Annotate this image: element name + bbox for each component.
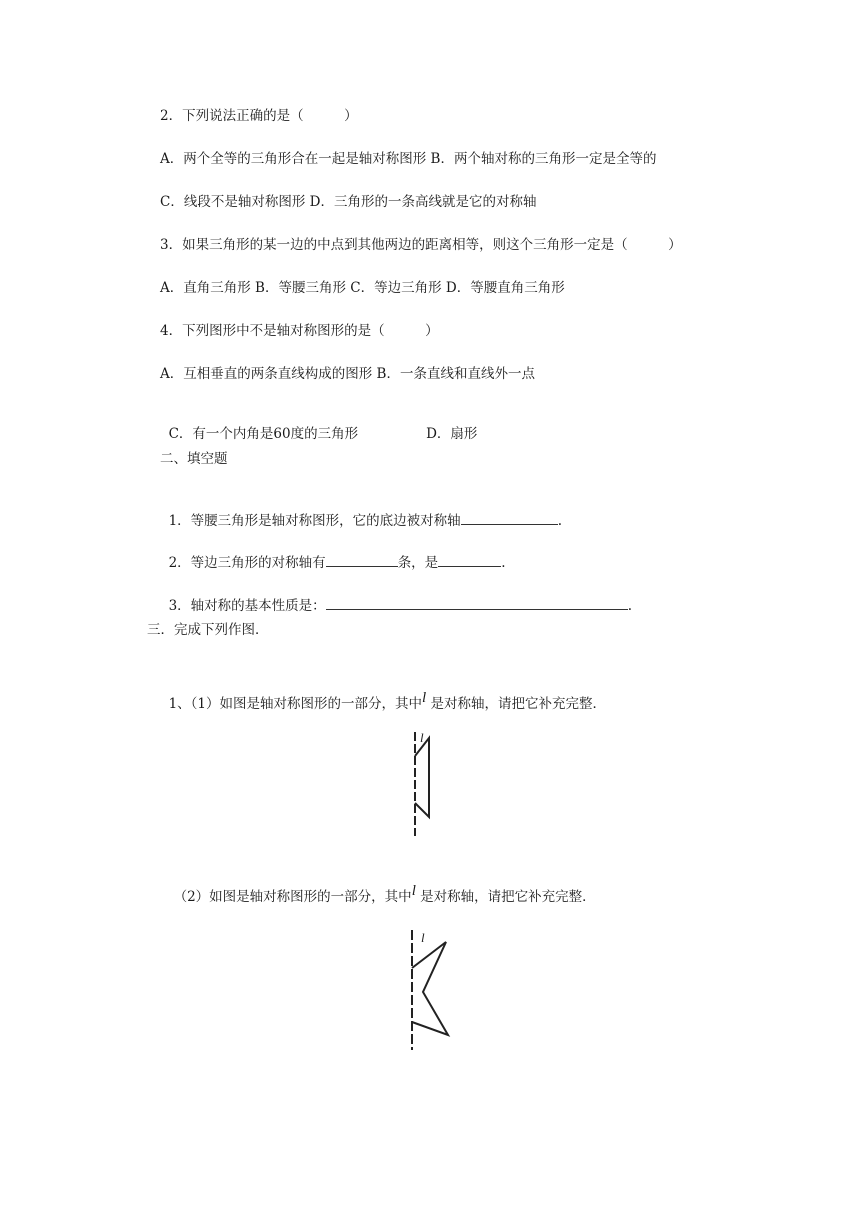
partial-shape bbox=[412, 942, 448, 1035]
answer-blank bbox=[326, 596, 628, 610]
partial-shape bbox=[415, 738, 429, 817]
prompt1-suffix: 是对称轴，请把它补充完整． bbox=[426, 696, 606, 712]
fill-blank-2 bbox=[160, 535, 505, 572]
prompt2-suffix: 是对称轴，请把它补充完整． bbox=[415, 889, 596, 905]
q2-options-ab: A．两个全等的三角形合在一起是轴对称图形 B．两个轴对称的三角形一定是全等的 bbox=[160, 151, 657, 167]
q4-option-d-text: D．扇形 bbox=[426, 426, 478, 442]
fill3-end: . bbox=[627, 598, 632, 614]
fill2-text: 2．等边三角形的对称轴有 bbox=[168, 555, 326, 571]
q4-option-c-text: C．有一个内角是60度的三角形 bbox=[168, 426, 359, 442]
q3-stem: 3．如果三角形的某一边的中点到其他两边的距离相等，则这个三角形一定是（ ） bbox=[160, 237, 682, 253]
fill-blank-1 bbox=[160, 493, 562, 530]
fill-blank-3 bbox=[160, 578, 632, 615]
fill3-text: 3．轴对称的基本性质是： bbox=[168, 598, 326, 614]
drawing-prompt-2 bbox=[165, 870, 596, 906]
answer-blank bbox=[461, 511, 558, 525]
q3-options: A．直角三角形 B．等腰三角形 C．等边三角形 D．等腰直角三角形 bbox=[160, 280, 565, 296]
q2-options-cd: C．线段不是轴对称图形 D．三角形的一条高线就是它的对称轴 bbox=[160, 194, 537, 210]
section3-title: 三．完成下列作图． bbox=[147, 622, 269, 638]
section2-title: 二、填空题 bbox=[160, 451, 228, 467]
prompt1-prefix: 1、（1）如图是轴对称图形的一部分，其中 bbox=[168, 696, 423, 712]
fill2-mid: 条，是 bbox=[397, 555, 439, 571]
axis-label: l bbox=[421, 930, 425, 945]
drawing-prompt-1 bbox=[160, 677, 606, 713]
figure-2 bbox=[398, 924, 462, 1054]
figure-1 bbox=[400, 728, 460, 840]
fill1-end: . bbox=[557, 513, 562, 529]
q4-options-ab: A．互相垂直的两条直线构成的图形 B．一条直线和直线外一点 bbox=[160, 366, 535, 382]
prompt2-prefix: （2）如图是轴对称图形的一部分，其中 bbox=[173, 889, 412, 905]
axis-symbol: l bbox=[422, 690, 427, 706]
fill1-text: 1．等腰三角形是轴对称图形，它的底边被对称轴 bbox=[168, 513, 461, 529]
q4-option-c bbox=[160, 407, 477, 443]
answer-blank bbox=[326, 553, 398, 567]
axis-label: l bbox=[420, 730, 424, 745]
axis-symbol: l bbox=[411, 883, 416, 899]
q4-stem: 4．下列图形中不是轴对称图形的是（ ） bbox=[160, 323, 439, 339]
q2-stem: 2．下列说法正确的是（ ） bbox=[160, 108, 358, 124]
answer-blank bbox=[438, 553, 501, 567]
fill2-end: . bbox=[501, 555, 506, 571]
